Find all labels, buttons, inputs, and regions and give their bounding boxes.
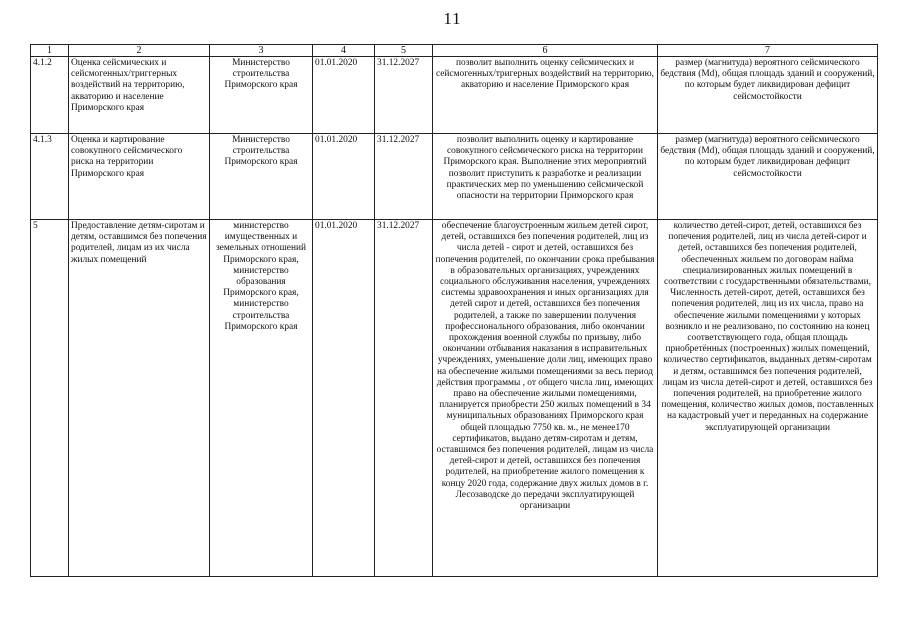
measure-executor: Министерство строительства Приморского края xyxy=(210,57,313,134)
column-header: 2 xyxy=(69,45,210,57)
measure-number: 4.1.2 xyxy=(31,57,69,134)
column-header: 5 xyxy=(375,45,433,57)
measure-indicator: размер (магнитуда) вероятного сейсмического бедствия (Md), общая площадь зданий и сооружений, по которым будет ликвидирован дефицит сейсмостойкости xyxy=(658,134,878,220)
column-header: 4 xyxy=(313,45,375,57)
page-number: 11 xyxy=(443,9,462,28)
measure-indicator: количество детей-сирот, детей, оставшихся без попечения родителей, лиц из числа детей-сирот и детей, оставшихся без попечения родителей, обеспеченных жильем по договорам найма специализированных жилых помещений в соответствии с государственными обязательствами, Численность детей-сирот, детей, оставшихся без попечения родителей, лиц из их числа, право на обеспечение жилыми помещениями у которых возникло и не реализовано, по состоянию на конец соответствующего года, общая площадь приобретённых (построенных) жилых помещений, количество сертификатов, выданных детям-сиротам и детям, оставшимся без попечения родителей, лицам из числа детей-сирот и детей, оставшихся без попечения родителей, на приобретение жилого помещения, количество жилых домов, поставленных на кадастровый учет и переданных на содержание эксплуатирующей организации xyxy=(658,220,878,577)
measure-name: Предоставление детям-сиротам и детям, оставшимся без попечения родителей, лицам из их числа жилых помещений xyxy=(69,220,210,577)
measure-executor: Министерство строительства Приморского края xyxy=(210,134,313,220)
measure-expected-result: позволит выполнить оценку и картирование совокупного сейсмического риска на территории Приморского края. Выполнение этих мероприятий позволит приступить к разработке и реализации практических мер по уменьшению сейсмической опасности на территории Приморского края xyxy=(433,134,658,220)
measure-name: Оценка и картирование совокупного сейсмического риска на территории Приморского края xyxy=(69,134,210,220)
column-number-row xyxy=(31,45,878,57)
measure-name: Оценка сейсмических и сейсмогенных/триггерных воздействий на территорию, акваторию и население Приморского края xyxy=(69,57,210,134)
column-header: 7 xyxy=(658,45,878,57)
measure-end-date: 31.12.2027 xyxy=(375,220,433,577)
measure-executor: министерство имущественных и земельных отношений Приморского края, министерство образования Приморского края, министерство строительства Приморского края xyxy=(210,220,313,577)
table-row xyxy=(31,220,878,577)
program-measures-table xyxy=(30,44,878,577)
measure-number: 4.1.3 xyxy=(31,134,69,220)
column-header: 6 xyxy=(433,45,658,57)
measure-start-date: 01.01.2020 xyxy=(313,134,375,220)
measure-start-date: 01.01.2020 xyxy=(313,220,375,577)
measure-expected-result: позволит выполнить оценку сейсмических и сейсмогенных/тригерных воздействий на территорию, акваторию и население Приморского края xyxy=(433,57,658,134)
measure-end-date: 31.12.2027 xyxy=(375,134,433,220)
measure-number: 5 xyxy=(31,220,69,577)
column-header: 3 xyxy=(210,45,313,57)
measure-expected-result: обеспечение благоустроенным жильем детей сирот, детей, оставшихся без попечения родителей, лиц из числа детей - сирот и детей, оставшихся без попечения родителей, по окончании срока пребывания в образовательных организациях, учреждениях социального обслуживания населения, учреждениях системы здравоохранения и иных организациях для детей сирот и детей, оставшихся без попечения родителей, а также по завершении получения профессионального образования, либо окончании прохождения военной службы по призыву, либо окончании отбывания наказания в исправительных учреждениях, уменьшение доли лиц, имеющих право на обеспечение жилыми помещениями за весь период действия программы , от общего числа лиц, имеющих право на обеспечение жилыми помещениями, планируется приобрести 250 жилых помещений в 34 муниципальных образованиях Приморского края общей площадью 7750 кв. м., не менее170 сертификатов, выдано детям-сиротам и детям, оставшимся без попечения родителей, лицам из числа детей-сирот и детей, оставшихся без попечения родителей, на приобретение жилого помещения к концу 2020 года, содержание двух жилых домов в г. Лесозаводске до передачи эксплуатирующей организации xyxy=(433,220,658,577)
measure-indicator: размер (магнитуда) вероятного сейсмического бедствия (Md), общая площадь зданий и сооружений, по которым будет ликвидирован дефицит сейсмостойкости xyxy=(658,57,878,134)
column-header: 1 xyxy=(31,45,69,57)
table-row xyxy=(31,134,878,220)
measure-start-date: 01.01.2020 xyxy=(313,57,375,134)
table-row xyxy=(31,57,878,134)
measure-end-date: 31.12.2027 xyxy=(375,57,433,134)
